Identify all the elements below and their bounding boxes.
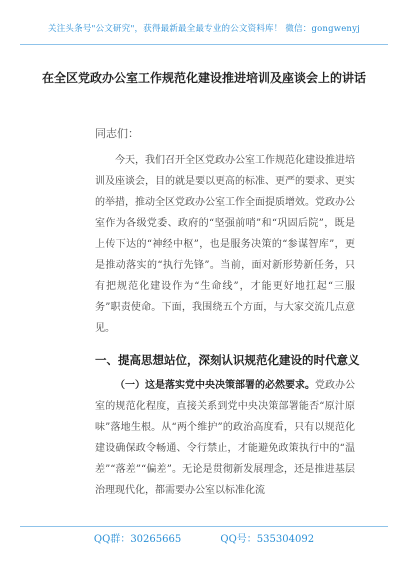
header-divider — [20, 44, 388, 45]
document-title: 在全区党政办公室工作规范化建设推进培训及座谈会上的讲话 — [41, 71, 366, 85]
section-heading-1: 一、提高思想站位，深刻认识规范化建设的时代意义 — [95, 353, 360, 367]
footer-qq-number: QQ号：535304092 — [220, 534, 315, 545]
paragraph-2-lead: （一）这是落实党中央决策部署的必然要求。 — [115, 380, 315, 391]
header-promo-note: 关注头条号"公文研究"，获得最新最全最专业的公文资料库！ 微信：gongwenyj — [48, 24, 360, 34]
salutation: 同志们： — [95, 127, 139, 140]
body-paragraph-1: 今天，我们召开全区党政办公室工作规范化建设推进培训及座谈会，目的就是要以更高的标准、更严的要求、更实的举措，推动全区党政办公室工作全面提质增效。党政办公室作为各级党委、政府的“坚强前哨”和“巩固后院”，既是上传下达的“神经中枢”，也是服务决策的“参谋智库”，更是推动落实的“执行先锋”。当前，面对新形势新任务，只有把规范化建设作为“生命线”，才能更好地扛起“三服务”职责使命。下面，我围绕五个方面，与大家交流几点意见。 — [95, 155, 355, 334]
body-paragraph-2 — [95, 375, 355, 501]
footer-contact — [0, 530, 408, 545]
footer-divider — [20, 526, 388, 527]
footer-qq-group: QQ群：30265665 — [93, 534, 182, 545]
paragraph-2-body: 党政办公室的规范化程度，直接关系到党中央决策部署能否“原汁原味”落地生根。从“两个维护”的政治高度看，只有以规范化建设确保政令畅通、令行禁止，才能避免政策执行中的“温差”“落差”“偏差”。无论是贯彻新发展理念，还是推进基层治理现代化，都需要办公室以标准化流 — [95, 380, 355, 496]
